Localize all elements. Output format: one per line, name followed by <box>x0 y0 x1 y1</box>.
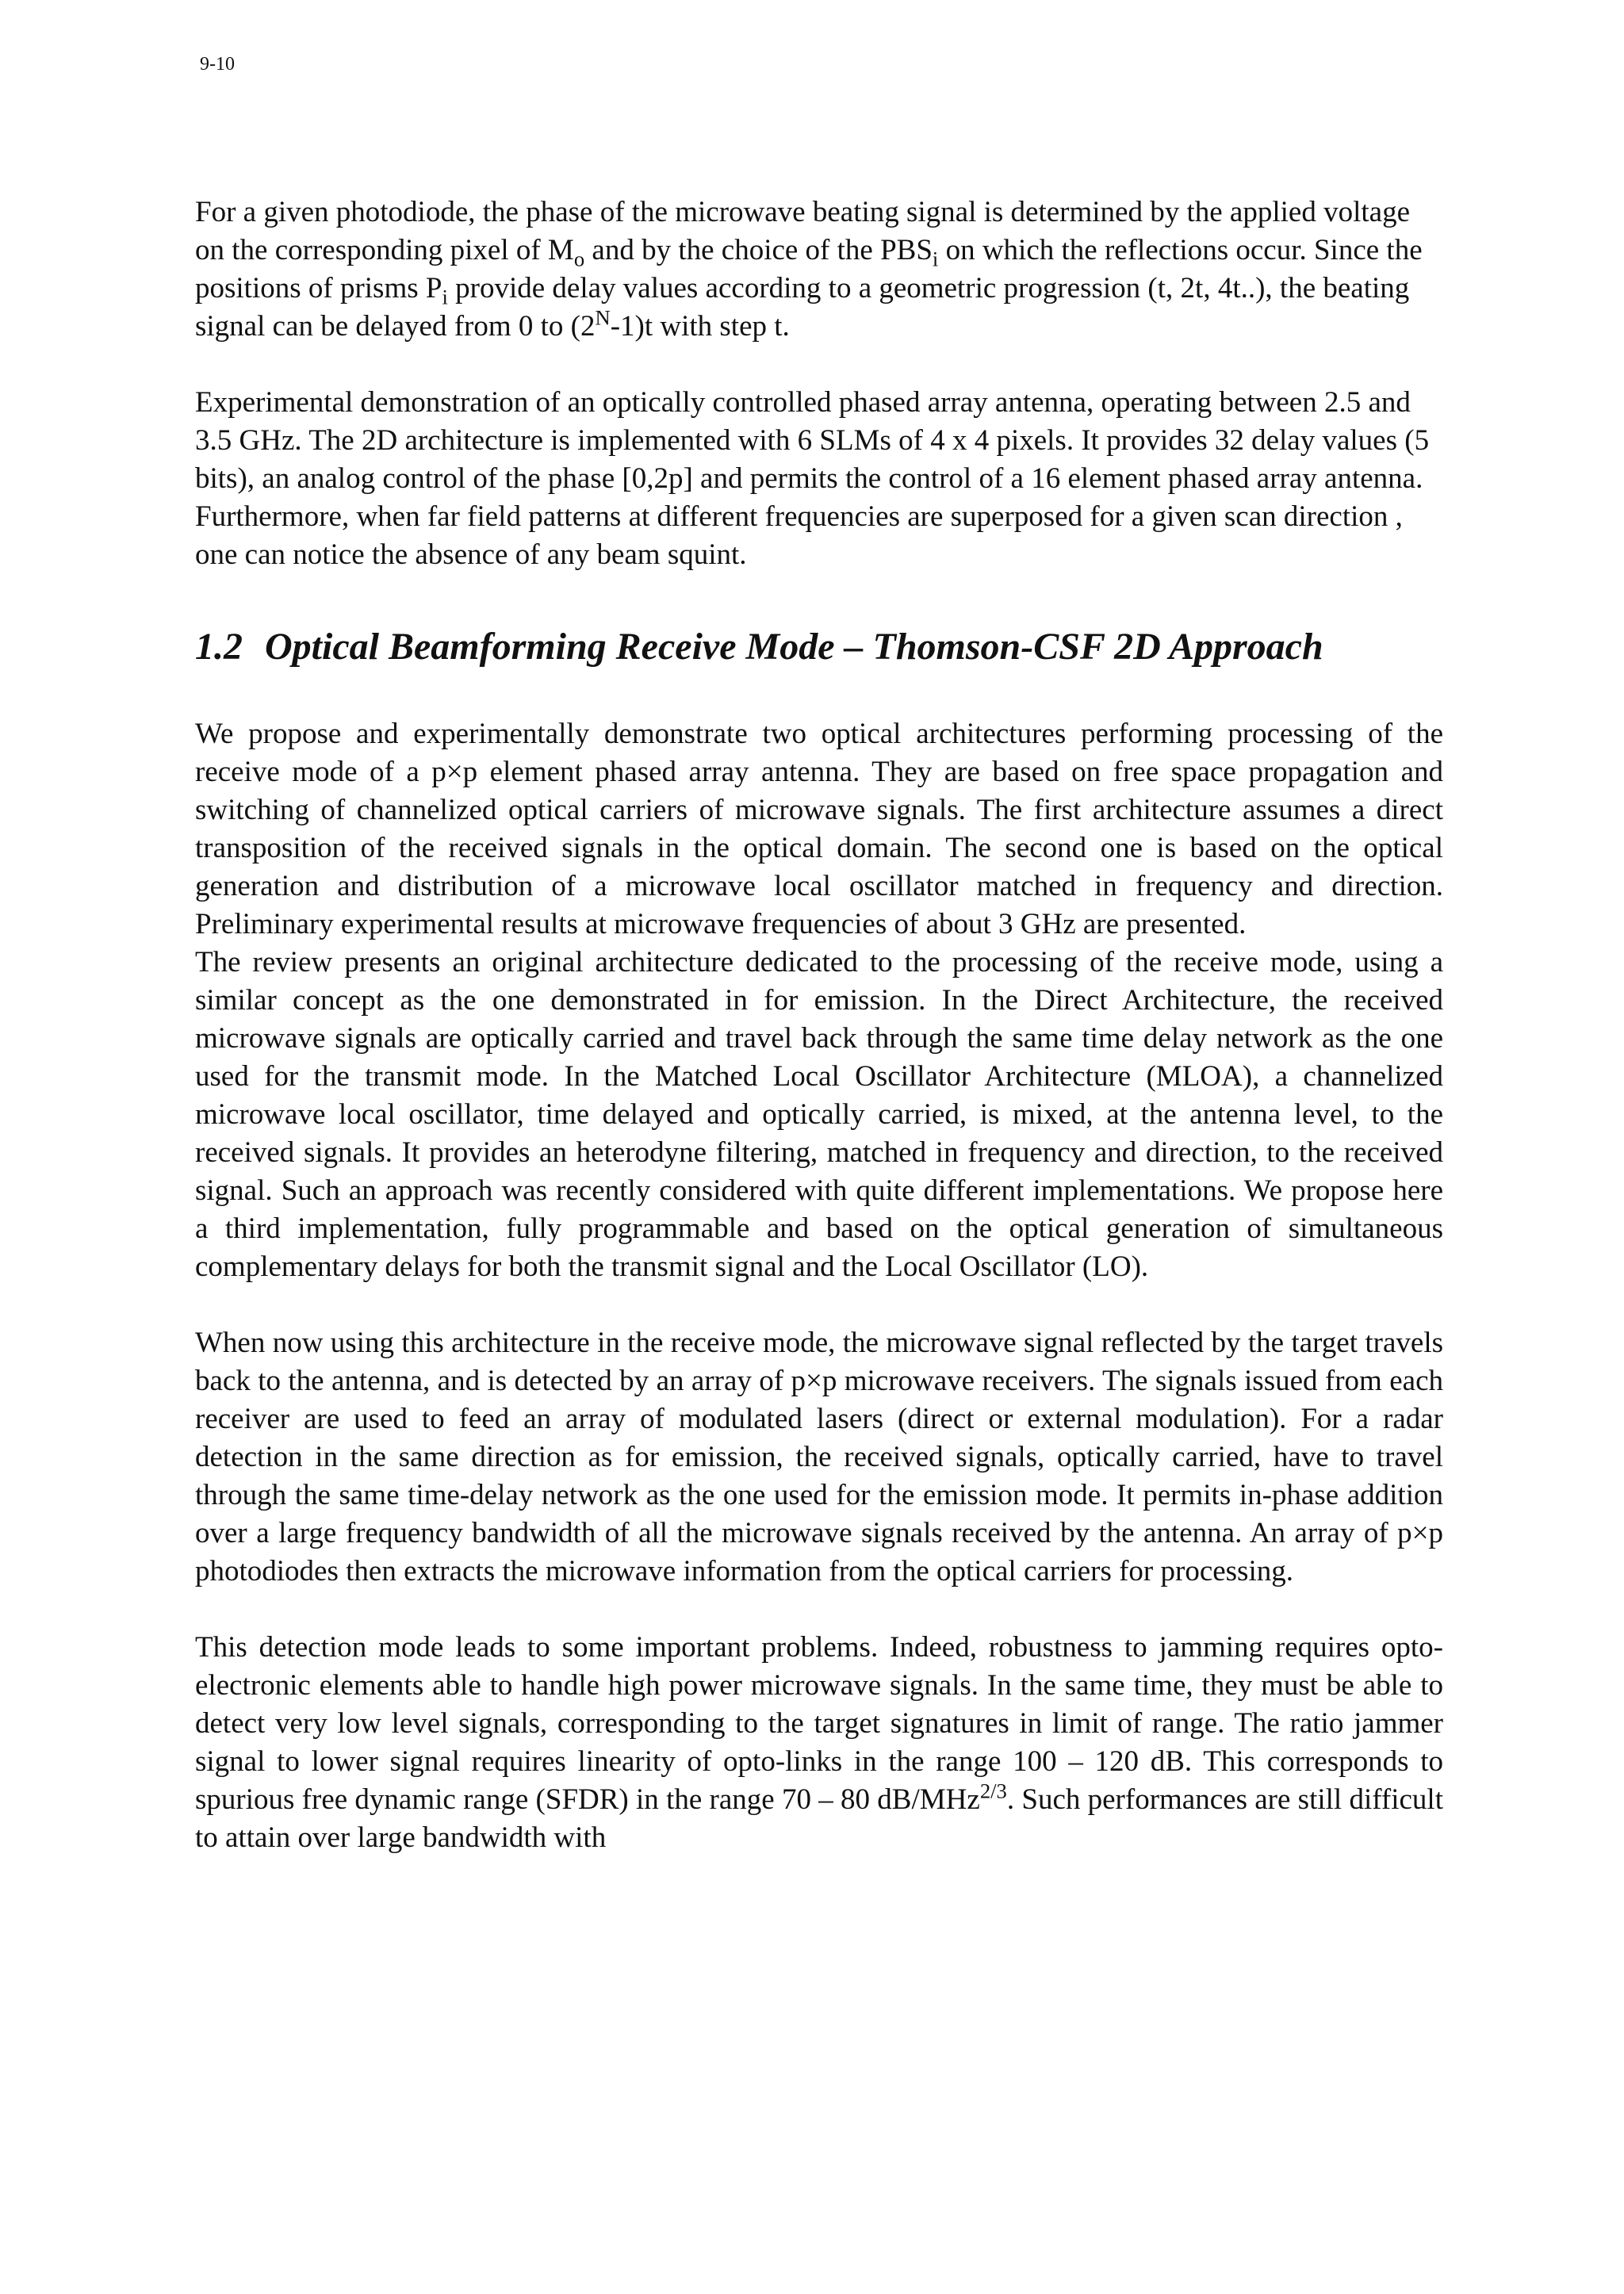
paragraph-phase-delay: For a given photodiode, the phase of the microwave beating signal is determined by the applied voltage on the corresponding pixel of $M_o$ and by the choice of the $PBS_i$ on which the reflections occur. Since the positions of prisms $P_i$ provide delay values according to a geometric progression (t, 2t, 4t..), the beating signal can be delayed from 0 to $(2^N-1)t$ with step t. <box>195 196 1423 343</box>
paragraph-review-architecture: The review presents an original architecture dedicated to the processing of the receive mode, using a similar concept as the one demonstrated in for emission. In the Direct Architecture, the received microwave signals are optically carried and travel back through the same time delay network as the one used for the transmit mode. In the Matched Local Oscillator Architecture (MLOA), a channelized microwave local oscillator, time delayed and optically carried, is mixed, at the antenna level, to the received signals. It provides an heterodyne filtering, matched in frequency and direction, to the received signal. Such an approach was recently considered with quite different implementations. We propose here a third implementation, fully programmable and based on the optical generation of simultaneous complementary delays for both the transmit signal and the Local Oscillator (LO). <box>195 946 1443 1283</box>
section-title: Optical Beamforming Receive Mode – Thomson-CSF 2D Approach <box>265 626 1323 668</box>
page-number: 9-10 <box>200 54 235 75</box>
page-content <box>195 193 1443 1857</box>
paragraph-receive-mode: When now using this architecture in the receive mode, the microwave signal reflected by the target travels back to the antenna, and is detected by an array of p×p microwave receivers. The signals issued from each receiver are used to feed an array of modulated lasers (direct or external modulation). For a radar detection in the same direction as for emission, the received signals, optically carried, have to travel through the same time-delay network as the one used for the emission mode. It permits in-phase addition over a large frequency bandwidth of all the microwave signals received by the antenna. An array of p×p photodiodes then extracts the microwave information from the optical carriers for processing. <box>195 1327 1443 1587</box>
paragraph-receive-architectures: We propose and experimentally demonstrate two optical architectures performing processing of the receive mode of a p×p element phased array antenna. They are based on free space propagation and switching of channelized optical carriers of microwave signals. The first architecture assumes a direct transposition of the received signals in the optical domain. The second one is based on the optical generation and distribution of a microwave local oscillator matched in frequency and direction. Preliminary experimental results at microwave frequencies of about 3 GHz are presented. <box>195 718 1443 940</box>
section-number: 1.2 <box>195 626 243 668</box>
section-heading <box>195 623 1443 671</box>
paragraph-detection-problems: This detection mode leads to some important problems. Indeed, robustness to jamming requires opto-electronic elements able to handle high power microwave signals. In the same time, they must be able to detect very low level signals, corresponding to the target signatures in limit of range. The ratio jammer signal to lower signal requires linearity of opto-links in the range 100 – 120 dB. This corresponds to spurious free dynamic range (SFDR) in the range 70 – 80 dB/MHz$^{2/3}$. Such performances are still difficult to attain over large bandwidth with <box>195 1631 1443 1854</box>
paragraph-experimental-demonstration: Experimental demonstration of an optically controlled phased array antenna, operating between 2.5 and 3.5 GHz. The 2D architecture is implemented with 6 SLMs of 4 x 4 pixels. It provides 32 delay values (5 bits), an analog control of the phase [0,2p] and permits the control of a 16 element phased array antenna. Furthermore, when far field patterns at different frequencies are superposed for a given scan direction , one can notice the absence of any beam squint. <box>195 386 1430 571</box>
